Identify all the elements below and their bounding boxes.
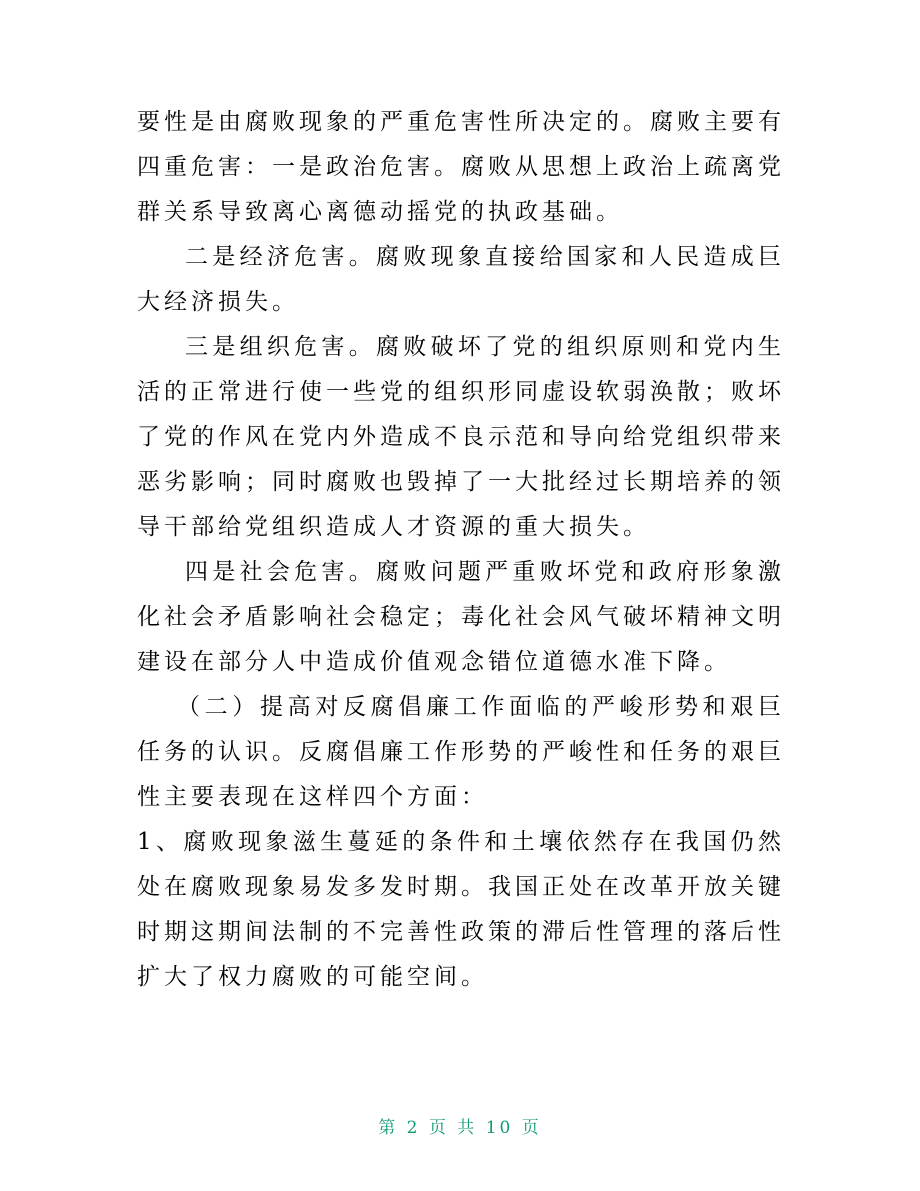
- paragraph-political-harm: 要性是由腐败现象的严重危害性所决定的。腐败主要有四重危害：一是政治危害。腐败从思想上政治上疏离党群关系导致离心离德动摇党的执政基础。: [137, 109, 785, 225]
- paragraph-social-harm: 四是社会危害。腐败问题严重败坏党和政府形象激化社会矛盾影响社会稳定；毒化社会风气破坏精神文明建设在部分人中造成价值观念错位道德水准下降。: [137, 559, 785, 675]
- paragraph-item-one: 1、腐败现象滋生蔓延的条件和土壤依然存在我国仍然处在腐败现象易发多发时期。我国正处在改革开放关键时期这期间法制的不完善性政策的滞后性管理的落后性扩大了权力腐败的可能空间。: [137, 829, 785, 990]
- document-body: [137, 100, 785, 1000]
- paragraph-economic-harm: 二是经济危害。腐败现象直接给国家和人民造成巨大经济损失。: [137, 244, 785, 315]
- page-number-footer: 第 2 页 共 10 页: [378, 1118, 542, 1138]
- paragraph-organizational-harm: 三是组织危害。腐败破坏了党的组织原则和党内生活的正常进行使一些党的组织形同虚设软弱涣散；败坏了党的作风在党内外造成不良示范和导向给党组织带来恶劣影响；同时腐败也毁掉了一大批经过长期培养的领导干部给党组织造成人才资源的重大损失。: [137, 334, 785, 540]
- paragraph-section-two: （二）提高对反腐倡廉工作面临的严峻形势和艰巨任务的认识。反腐倡廉工作形势的严峻性和任务的艰巨性主要表现在这样四个方面：: [137, 694, 785, 810]
